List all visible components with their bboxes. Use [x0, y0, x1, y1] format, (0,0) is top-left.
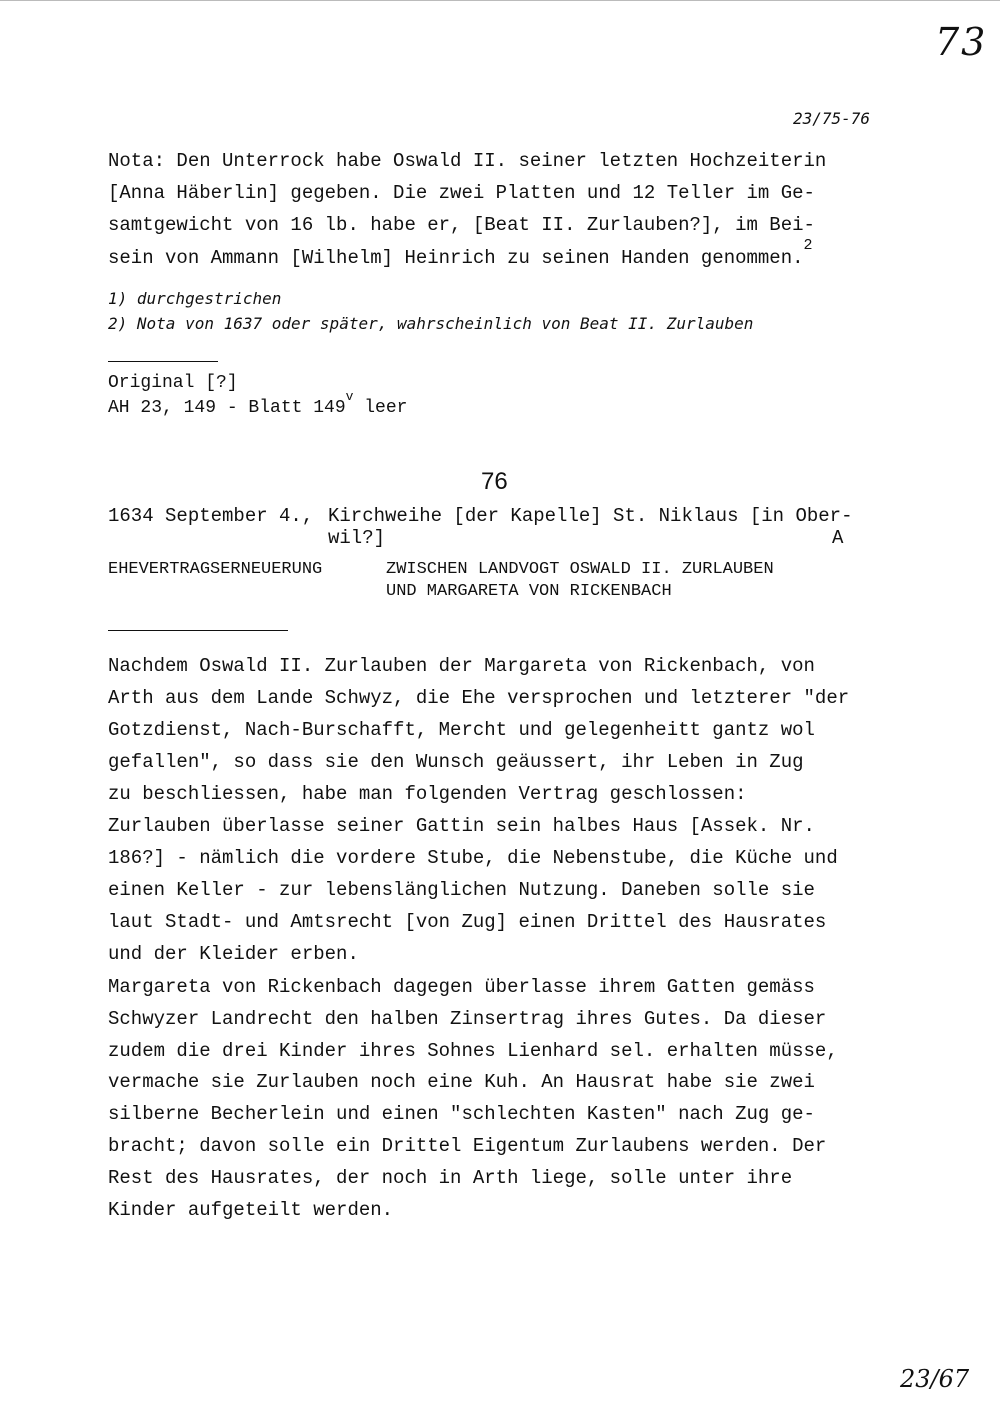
body-line: gefallen", so dass sie den Wunsch geäussert, ihr Leben in Zug	[108, 751, 804, 773]
handwritten-page-number: 73	[935, 20, 988, 64]
body-line: laut Stadt- und Amtsrecht [von Zug] einen Drittel des Hausrates	[108, 911, 827, 933]
reference-number: 23/75-76	[793, 109, 871, 128]
entry-title-label: EHEVERTRAGSERNEUERUNG	[108, 560, 323, 579]
entry-place-line1: Kirchweihe [der Kapelle] St. Niklaus [in Ober-	[328, 505, 853, 527]
body-line: vermache sie Zurlauben noch eine Kuh. An Hausrat habe sie zwei	[108, 1071, 815, 1093]
body-line: bracht; davon solle ein Drittel Eigentum Zurlaubens werden. Der	[108, 1135, 827, 1157]
body-line: Margareta von Rickenbach dagegen überlasse ihrem Gatten gemäss	[108, 976, 815, 998]
source-original: Original [?]	[108, 373, 238, 393]
body-line: Schwyzer Landrecht den halben Zinsertrag ihres Gutes. Da dieser	[108, 1008, 827, 1030]
body-line: zudem die drei Kinder ihres Sohnes Lienhard sel. erhalten müsse,	[108, 1040, 838, 1062]
source-divider	[108, 361, 218, 362]
entry-title-line1: ZWISCHEN LANDVOGT OSWALD II. ZURLAUBEN	[386, 560, 774, 579]
page-top-edge	[0, 0, 1000, 1]
entry-place-line2: wil?]	[328, 527, 386, 549]
source-location	[108, 389, 408, 418]
previous-entry-line-text: sein von Ammann [Wilhelm] Heinrich zu seinen Handen genommen.	[108, 247, 804, 269]
entry-title-line2: UND MARGARETA VON RICKENBACH	[386, 582, 672, 601]
body-line: und der Kleider erben.	[108, 943, 359, 965]
footnote: 1) durchgestrichen	[108, 289, 282, 308]
body-line: 186?] - nämlich die vordere Stube, die Nebenstube, die Küche und	[108, 847, 838, 869]
previous-entry-line	[108, 237, 813, 269]
body-line: einen Keller - zur lebenslänglichen Nutzung. Daneben solle sie	[108, 879, 815, 901]
body-line: Nachdem Oswald II. Zurlauben der Margareta von Rickenbach, von	[108, 655, 815, 677]
entry-number: 76	[481, 468, 508, 495]
source-sup: v	[345, 389, 354, 404]
entry-place-marker: A	[832, 527, 844, 549]
body-line: Gotzdienst, Nach-Burschafft, Mercht und gelegenheitt gantz wol	[108, 719, 815, 741]
body-line: zu beschliessen, habe man folgenden Vertrag geschlossen:	[108, 783, 747, 805]
title-divider	[108, 630, 288, 631]
body-line: Zurlauben überlasse seiner Gattin sein halbes Haus [Assek. Nr.	[108, 815, 815, 837]
footnote: 2) Nota von 1637 oder später, wahrscheinlich von Beat II. Zurlauben	[108, 314, 754, 333]
body-line: Arth aus dem Lande Schwyz, die Ehe versprochen und letzterer "der	[108, 687, 850, 709]
handwritten-archive-number: 23/67	[900, 1365, 970, 1393]
source-suffix: leer	[353, 398, 408, 418]
entry-date: 1634 September 4.,	[108, 505, 314, 527]
previous-entry-line: Nota: Den Unterrock habe Oswald II. seiner letzten Hochzeiterin	[108, 150, 827, 172]
body-line: Kinder aufgeteilt werden.	[108, 1199, 394, 1221]
footnote-marker: 2	[803, 237, 813, 254]
source-location-text: AH 23, 149 - Blatt 149	[108, 398, 346, 418]
previous-entry-line: [Anna Häberlin] gegeben. Die zwei Platten und 12 Teller im Ge-	[108, 182, 815, 204]
body-line: silberne Becherlein und einen "schlechten Kasten" nach Zug ge-	[108, 1103, 815, 1125]
body-line: Rest des Hausrates, der noch in Arth liege, solle unter ihre	[108, 1167, 793, 1189]
previous-entry-line: samtgewicht von 16 lb. habe er, [Beat II. Zurlauben?], im Bei-	[108, 214, 815, 236]
